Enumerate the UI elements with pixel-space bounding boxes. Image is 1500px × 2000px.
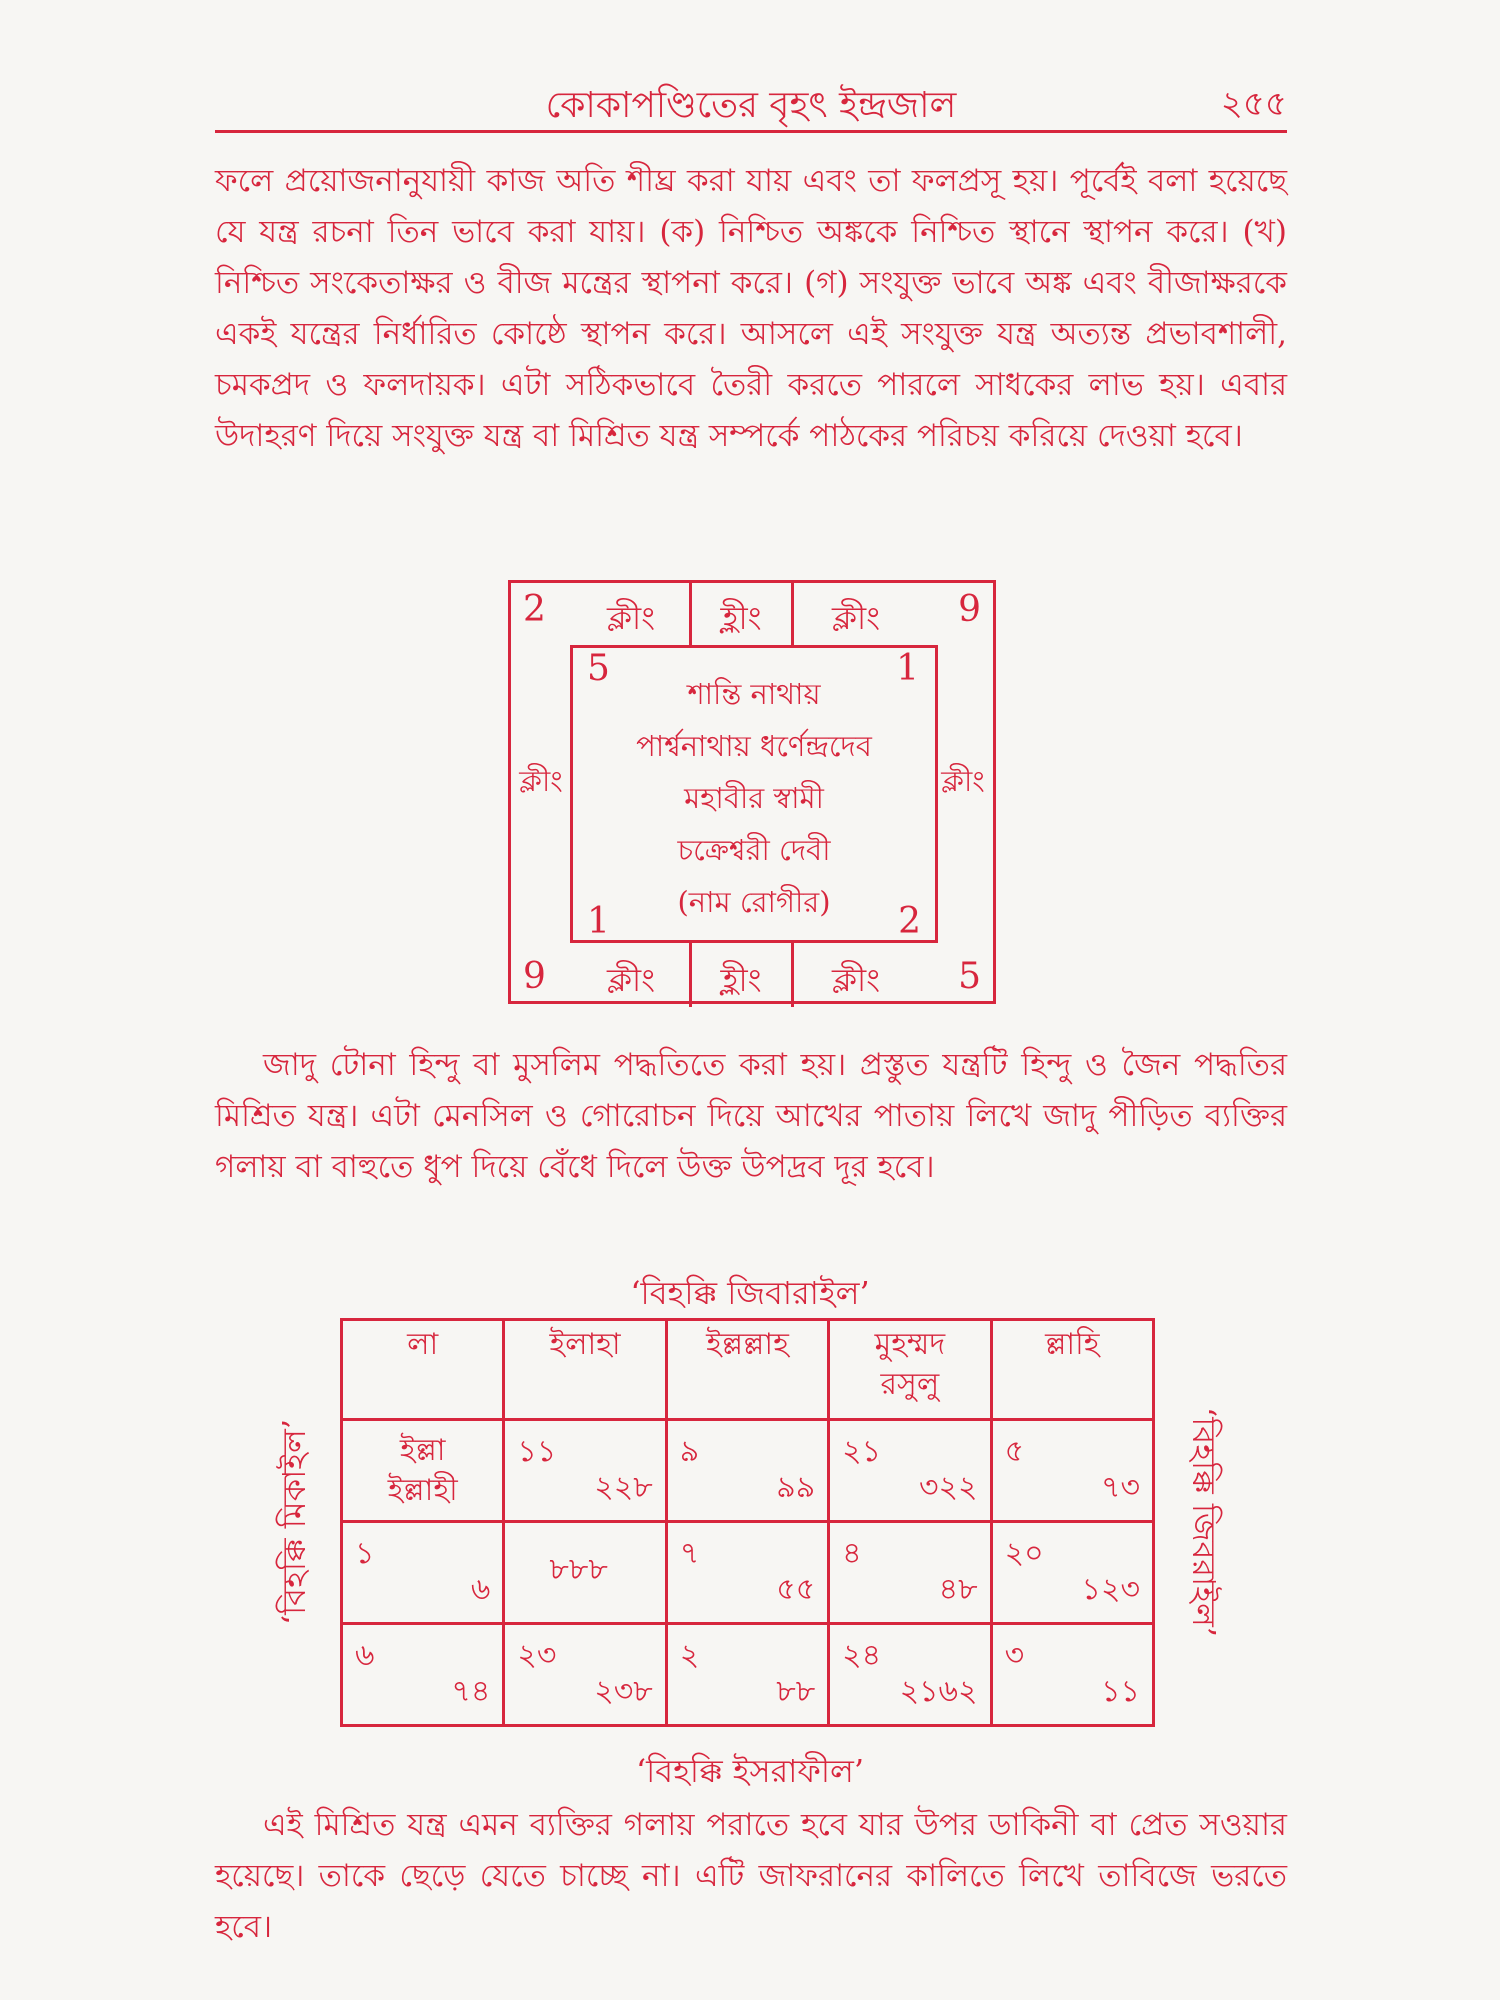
- grid-cell-value: ২১৬২: [899, 1674, 978, 1709]
- grid-cell: [666, 1522, 828, 1624]
- yantra-center-line: (নাম রোগীর): [677, 885, 831, 919]
- paragraph-instruction: এই মিশ্রিত যন্ত্র এমন ব্যক্তির গলায় পরাতে হবে যার উপর ডাকিনী বা প্রেত সওয়ার হয়েছে। তাকে ছেড়ে যেতে চাচ্ছে না। এটি জাফরানের কালিতে লিখে তাবিজে ভরতে হবে।: [215, 1807, 1287, 1945]
- grid-cell-index: ৫: [1004, 1434, 1025, 1469]
- grid-cell: [829, 1624, 991, 1726]
- grid-cell-value: ১১: [1101, 1674, 1140, 1709]
- grid-cell-index: ৯: [679, 1434, 700, 1469]
- grid-header-text: ইল্লল্লাহ: [706, 1327, 789, 1362]
- yantra-corner-number: 2: [523, 589, 546, 630]
- grid-cell-value: ৫৫: [776, 1572, 816, 1607]
- grid-cell-value: ৮৮: [776, 1674, 816, 1709]
- grid-cell-label: ইল্লা ইল্লাহী: [387, 1433, 458, 1508]
- grid-cell: [504, 1522, 666, 1624]
- grid-cell-index: ২: [679, 1638, 700, 1673]
- paragraph-explanation: জাদু টোনা হিন্দু বা মুসলিম পদ্ধতিতে করা হয়। প্রস্তুত যন্ত্রটি হিন্দু ও জৈন পদ্ধতির মিশ্রিত যন্ত্র। এটা মেনসিল ও গোরোচন দিয়ে আখের পাতায় লিখে জাদু পীড়িত ব্যক্তির গলায় বা বাহুতে ধুপ দিয়ে বেঁধে দিলে উক্ত উপদ্রব দূর হবে।: [215, 1047, 1287, 1185]
- grid-cell-value: ৮৮৮: [549, 1552, 608, 1587]
- grid-header-cell: [504, 1320, 666, 1420]
- grid-cell-index: ২০: [1004, 1536, 1044, 1571]
- bija-mantra: হ্লীং: [720, 961, 762, 999]
- grid-cell-index: ৩: [1004, 1638, 1025, 1673]
- bija-mantra: ক্লীং: [941, 764, 985, 798]
- grid-cell: [829, 1420, 991, 1522]
- grid-header-text: মুহম্মদ রসুলু: [874, 1327, 946, 1402]
- grid-cell: [504, 1420, 666, 1522]
- grid-cell-value: ৭৩: [1100, 1470, 1140, 1505]
- grid-cell-value: ৭৪: [451, 1674, 491, 1709]
- yantra-inner-square: [570, 645, 938, 943]
- yantra-combined: [508, 580, 996, 1004]
- yantra-corner-number: 5: [587, 648, 610, 689]
- grid-header-cell: [829, 1320, 991, 1420]
- grid-header-cell: [342, 1320, 504, 1420]
- yantra-bottom-caption: ‘বিহক্কি ইসরাফীল’: [635, 1752, 865, 1790]
- grid-cell-index: ২১: [842, 1434, 882, 1469]
- grid-header-text: ইলাহা: [549, 1327, 621, 1362]
- grid-cell-index: ২৩: [517, 1638, 557, 1673]
- yantra-corner-number: 9: [958, 589, 981, 630]
- grid-cell-index: ৬: [355, 1638, 375, 1673]
- grid-cell: [342, 1522, 504, 1624]
- yantra-center-line: শান্তি নাথায়: [687, 677, 821, 711]
- yantra-center-line: চক্রেশ্বরী দেবী: [677, 833, 831, 867]
- grid-cell: [991, 1522, 1153, 1624]
- grid-cell-value: ৪৮: [938, 1572, 978, 1607]
- bija-mantra: হ্লীং: [720, 599, 762, 637]
- yantra-corner-number: 9: [523, 956, 546, 997]
- yantra-corner-number: 5: [958, 956, 981, 997]
- grid-cell: [829, 1522, 991, 1624]
- yantra-left-caption: ‘বিহক্কি মিকাইল’: [275, 1418, 313, 1626]
- grid-cell-value: ৯৯: [776, 1470, 816, 1505]
- grid-cell-value: ২৩৮: [594, 1674, 653, 1709]
- book-title: কোকাপণ্ডিতের বৃহৎ ইন্দ্রজাল: [545, 85, 957, 126]
- yantra-corner-number: 1: [587, 901, 610, 942]
- paragraph-intro: ফলে প্রয়োজনানুযায়ী কাজ অতি শীঘ্র করা যায় এবং তা ফলপ্রসূ হয়। পূর্বেই বলা হয়েছে যে যন্ত্র রচনা তিন ভাবে করা যায়। (ক) নিশ্চিত অঙ্ককে নিশ্চিত স্থানে স্থাপন করে। (খ) নিশ্চিত সংকেতাক্ষর ও বীজ মন্ত্রের স্থাপনা করে। (গ) সংযুক্ত ভাবে অঙ্ক এবং বীজাক্ষরকে একই যন্ত্রের নির্ধারিত কোষ্ঠে স্থাপন করে। আসলে এই সংযুক্ত যন্ত্র অত্যন্ত প্রভাবশালী, চমকপ্রদ ও ফলদায়ক। এটা সঠিকভাবে তৈরী করতে পারলে সাধকের লাভ হয়। এবার উদাহরণ দিয়ে সংযুক্ত যন্ত্র বা মিশ্রিত যন্ত্র সম্পর্কে পাঠকের পরিচয় করিয়ে দেওয়া হবে।: [215, 163, 1287, 454]
- yantra-corner-number: 1: [896, 648, 919, 689]
- grid-cell: [342, 1420, 504, 1522]
- bija-mantra: ক্লীং: [519, 764, 563, 798]
- grid-cell: [666, 1420, 828, 1522]
- grid-cell-index: ১: [355, 1536, 375, 1571]
- grid-cell: [342, 1624, 504, 1726]
- grid-cell-index: ১১: [517, 1434, 557, 1469]
- grid-cell: [504, 1624, 666, 1726]
- grid-cell-value: ২২৮: [594, 1470, 653, 1505]
- yantra-right-caption: ‘বিহক্কি জিবরাইল’: [1185, 1407, 1223, 1637]
- bija-mantra: ক্লীং: [832, 961, 880, 999]
- grid-cell-value: ১২৩: [1081, 1572, 1140, 1607]
- bija-mantra: ক্লীং: [607, 961, 655, 999]
- page-header: [215, 72, 1287, 133]
- grid-cell: [991, 1420, 1153, 1522]
- yantra-center-line: মহাবীর স্বামী: [684, 781, 824, 815]
- grid-header-cell: [991, 1320, 1153, 1420]
- grid-cell-index: ৪: [842, 1536, 862, 1571]
- grid-header-cell: [666, 1320, 828, 1420]
- grid-cell: [666, 1624, 828, 1726]
- yantra-center-line: পার্শ্বনাথায় ধর্ণেন্দ্রদেব: [636, 729, 872, 763]
- grid-cell-index: ৭: [679, 1536, 700, 1571]
- grid-header-text: লা: [407, 1327, 439, 1362]
- page-number: ২৫৫: [1220, 84, 1287, 124]
- yantra-grid: [340, 1318, 1155, 1727]
- grid-cell: [991, 1624, 1153, 1726]
- grid-header-text: ল্লাহি: [1045, 1327, 1100, 1362]
- yantra-top-caption: ‘বিহক্কি জিবারাইল’: [630, 1274, 870, 1312]
- bija-mantra: ক্লীং: [607, 599, 655, 637]
- bija-mantra: ক্লীং: [832, 599, 880, 637]
- grid-cell-value: ৬: [470, 1572, 491, 1607]
- grid-cell-value: ৩২২: [919, 1470, 978, 1505]
- grid-cell-index: ২৪: [842, 1638, 882, 1673]
- yantra-corner-number: 2: [898, 901, 921, 942]
